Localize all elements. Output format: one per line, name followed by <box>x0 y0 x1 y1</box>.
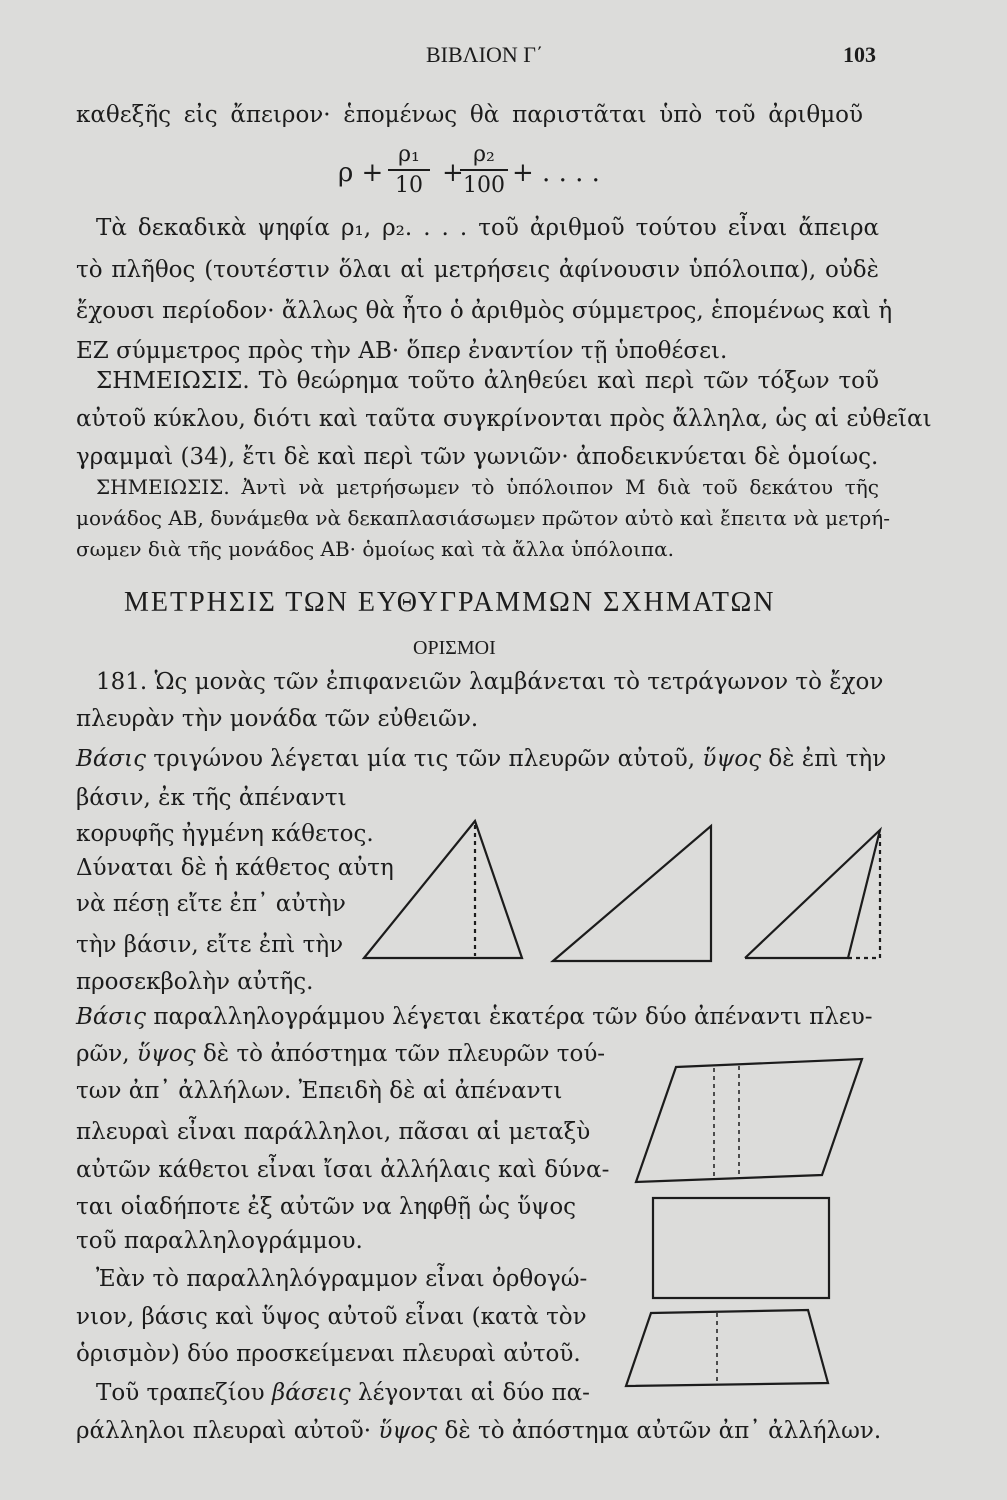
note1-line-1: ΣΗΜΕΙΩΣΙΣ. Τὸ θεώρημα τοῦτο ἀληθεύει καὶ περὶ τῶν τόξων τοῦ <box>96 368 879 394</box>
page-number: 103 <box>843 42 876 67</box>
note1-line-2: αὐτοῦ κύκλου, διότι καὶ ταῦτα συγκρίνονται πρὸς ἄλληλα, ὡς αἱ εὐθεῖαι <box>76 406 932 432</box>
triangle-line-1-rest: τριγώνου λέγεται μία τις τῶν πλευρῶν αὐτοῦ, <box>153 746 696 772</box>
fraction-1-denominator: 10 <box>388 169 430 198</box>
term-base: Βάσις <box>76 746 147 772</box>
triangle-line-1-end: δὲ ἐπὶ τὴν <box>768 746 887 772</box>
para-line-4: πλευραὶ εἶναι παράλληλοι, πᾶσαι αἱ μεταξὺ <box>76 1119 591 1145</box>
note2-line-2: μονάδος ΑΒ, δυνάμεθα νὰ δεκαπλασιάσωμεν πρῶτον αὐτὸ καὶ ἔπειτα νὰ μετρή- <box>76 506 891 530</box>
note1-line-3: γραμμαὶ (34), ἔτι δὲ καὶ περὶ τῶν γωνιῶν· ἀποδεικνύεται δὲ ὁμοίως. <box>76 444 879 470</box>
intro-line-4: ἔχουσι περίοδον· ἄλλως θὰ ἦτο ὁ ἀριθμὸς σύμμετρος, ἑπομένως καὶ ἡ <box>76 298 893 324</box>
triangle-line-6: τὴν βάσιν, εἴτε ἐπὶ τὴν <box>76 932 344 958</box>
para-line-3: των ἀπ᾽ ἀλλήλων. Ἐπειδὴ δὲ αἱ ἀπέναντι <box>76 1078 563 1104</box>
fraction-1-numerator: ρ₁ <box>398 142 420 167</box>
triangle-line-7: προσεκβολὴν αὐτῆς. <box>76 969 314 995</box>
para-line-6: ται οἱαδήποτε ἐξ αὐτῶν να ληφθῇ ὡς ὕψος <box>76 1194 577 1220</box>
para-line-1-rest: παραλληλογράμμου λέγεται ἑκατέρα τῶν δύο ἀπέναντι πλευ- <box>153 1004 873 1030</box>
triangle-line-3: κορυφῆς ἠγμένη κάθετος. <box>76 821 374 847</box>
para-line-5: αὐτῶν κάθετοι εἶναι ἴσαι ἀλλήλαις καὶ δύνα- <box>76 1157 610 1183</box>
term-base-2: Βάσις <box>76 1004 147 1030</box>
trapezoid-figure <box>626 1310 828 1386</box>
fraction-2-denominator: 100 <box>460 169 508 198</box>
formula-plus: + <box>442 158 464 188</box>
trap-line-1-b: λέγονται αἱ δύο πα- <box>358 1380 590 1406</box>
para-line-2-a: ρῶν, <box>76 1041 130 1067</box>
formula-tail: + . . . . <box>512 158 600 188</box>
term-bases: βάσεις <box>271 1380 351 1406</box>
para-line-7: τοῦ παραλληλογράμμου. <box>76 1228 363 1254</box>
para-line-2-b: δὲ τὸ ἀπόστημα τῶν πλευρῶν τού- <box>202 1041 606 1067</box>
rectangle-figure <box>653 1198 829 1298</box>
note2-line-3: σωμεν διὰ τῆς μονάδος ΑΒ· ὁμοίως καὶ τὰ ἄλλα ὑπόλοιπα. <box>76 537 674 561</box>
rect-line-3: ὁρισμὸν) δύο προσκείμεναι πλευραὶ αὐτοῦ. <box>76 1341 581 1367</box>
formula-lead: ρ + <box>338 158 384 188</box>
section-subtitle: ΟΡΙΣΜΟΙ <box>413 637 496 659</box>
rect-line-2: νιον, βάσις καὶ ὕψος αὐτοῦ εἶναι (κατὰ τὸν <box>76 1304 587 1330</box>
trap-line-2-b: δὲ τὸ ἀπόστημα αὐτῶν ἀπ᾽ ἀλλήλων. <box>444 1418 882 1444</box>
fraction-2-numerator: ρ₂ <box>473 142 495 167</box>
def181-line-2: πλευρὰν τὴν μονάδα τῶν εὐθειῶν. <box>76 706 479 732</box>
section-title: ΜΕΤΡΗΣΙΣ ΤΩΝ ΕΥΘΥΓΡΑΜΜΩΝ ΣΧΗΜΑΤΩΝ <box>124 587 776 618</box>
triangle-line-5: νὰ πέσῃ εἴτε ἐπ᾽ αὐτὴν <box>76 891 346 917</box>
intro-line-1: καθεξῆς εἰς ἄπειρον· ἑπομένως θὰ παριστᾶται ὑπὸ τοῦ ἀριθμοῦ <box>76 102 863 128</box>
running-header: ΒΙΒΛΙΟΝ Γ΄ <box>426 42 544 67</box>
rect-line-1: Ἐὰν τὸ παραλληλόγραμμον εἶναι ὀρθογώ- <box>96 1266 588 1292</box>
triangle-line-2: βάσιν, ἐκ τῆς ἀπέναντι <box>76 785 347 811</box>
intro-line-5: ΕΖ σύμμετρος πρὸς τὴν ΑΒ· ὅπερ ἐναντίον τῇ ὑποθέσει. <box>76 338 728 364</box>
trap-line-1-a: Τοῦ τραπεζίου <box>96 1380 265 1406</box>
term-height: ὕψος <box>702 746 762 772</box>
triangle-line-4: Δύναται δὲ ἡ κάθετος αὐτη <box>76 855 394 881</box>
trap-line-2-a: ράλληλοι πλευραὶ αὐτοῦ· <box>76 1418 372 1444</box>
intro-line-3: τὸ πλῆθος (τουτέστιν ὅλαι αἱ μετρήσεις ἀφίνουσιν ὑπόλοιπα), οὐδὲ <box>76 257 879 283</box>
note2-line-1: ΣΗΜΕΙΩΣΙΣ. Ἀντὶ νὰ μετρήσωμεν τὸ ὑπόλοιπον Μ διὰ τοῦ δεκάτου τῆς <box>96 475 879 499</box>
term-height-3: ὕψος <box>378 1418 438 1444</box>
parallelogram-figure <box>636 1059 862 1182</box>
def181-line-1: 181. Ὡς μονὰς τῶν ἐπιφανειῶν λαμβάνεται τὸ τετράγωνον τὸ ἔχον <box>96 669 884 695</box>
intro-line-2: Τὰ δεκαδικὰ ψηφία ρ₁, ρ₂. . . . τοῦ ἀριθμοῦ τούτου εἶναι ἄπειρα <box>96 215 879 241</box>
term-height-2: ὕψος <box>136 1041 196 1067</box>
